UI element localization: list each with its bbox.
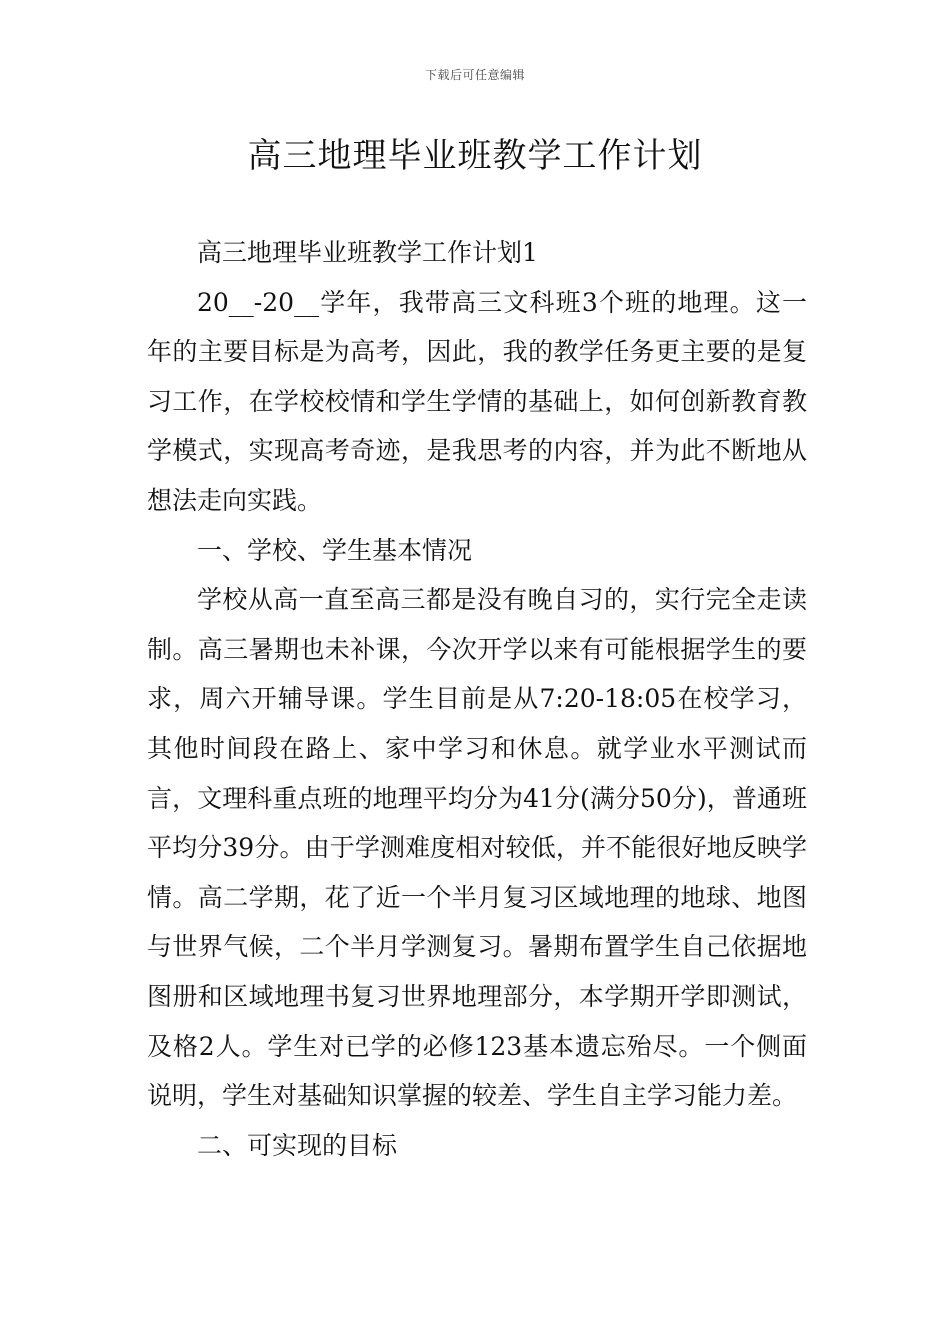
subtitle-paragraph: 高三地理毕业班教学工作计划1 [197,238,538,267]
header-note: 下载后可任意编辑 [424,68,525,82]
section-1-paragraph: 学校从高一直至高三都是没有晚自习的，实行完全走读制。高三暑期也未补课，今次开学以来有可能根据学生的要求，周六开辅导课。学生目前是从7:20-18:05在校学习，其他时间段在路上、家中学习和休息。就学业水平测试而言，文理科重点班的地理平均分为41分(满分50分)，普通班平均分39分。由于学测难度相对较低，并不能很好地反映学情。高二学期，花了近一个半月复习区域地理的地球、地图与世界气候，二个半月学测复习。暑期布置学生自己依据地图册和区域地理书复习世界地理部分，本学期开学即测试，及格2人。学生对已学的必修123基本遗忘殆尽。一个侧面说明，学生对基础知识掌握的较差、学生自主学习能力差。 [147,585,807,1111]
intro-paragraph: 20__-20__学年，我带高三文科班3个班的地理。这一年的主要目标是为高考，因此，我的教学任务更主要的是复习工作，在学校校情和学生学情的基础上，如何创新教育教学模式，实现高考奇迹，是我思考的内容，并为此不断地从想法走向实践。 [147,287,807,515]
section-heading-2: 二、可实现的目标 [197,1130,398,1160]
section-heading-1: 一、学校、学生基本情况 [197,535,473,565]
document-title: 高三地理毕业班教学工作计划 [247,136,703,176]
document-body [147,228,807,1170]
